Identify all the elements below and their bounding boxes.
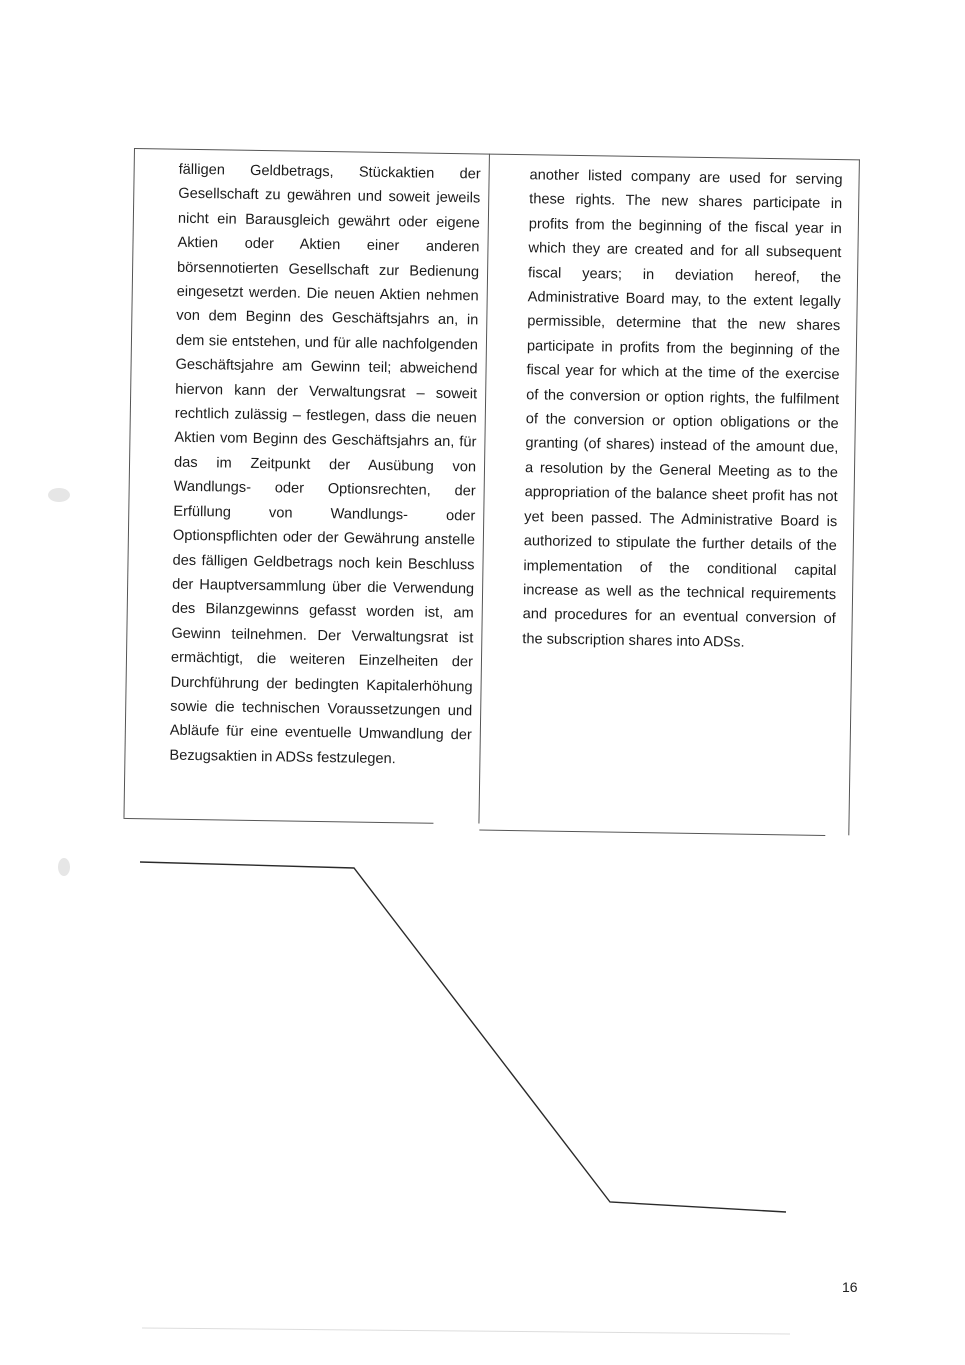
bilingual-table bbox=[123, 148, 860, 835]
german-column bbox=[123, 148, 489, 824]
footer-faint-rule bbox=[142, 1328, 790, 1334]
page-number: 16 bbox=[842, 1279, 858, 1295]
scan-smudge bbox=[48, 488, 70, 502]
scan-smudge bbox=[58, 858, 70, 876]
english-paragraph: another listed company are used for serving these rights. The new shares participate in profits from the beginning of the fiscal year in which they are created and for all subsequent fiscal years; in deviation hereof, the Administrative Board may, to the extent legally permissible, determine that the new shares participate in profits from the beginning of the fiscal year for which at the time of the exercise of the conversion or option rights, the fulfilment of the conversion or option obligations or the granting (of shares) instead of the amount due, a resolution by the General Meeting as to the appropriation of the balance sheet profit has not yet been passed. The Administrative Board is authorized to stipulate the further details of the implementation of the conditional capital increase as well as the technical requirements and procedures for an eventual conversion of the subscription shares into ADSs. bbox=[522, 167, 843, 651]
cancellation-stroke bbox=[140, 862, 786, 1212]
german-paragraph: fälligen Geldbetrags, Stückaktien der Gesellschaft zu gewähren und soweit jeweils nicht ein Barausgleich gewährt oder eigene Aktien oder Aktien einer anderen börsennotierten Gesellschaft zur Bedienung eingesetzt werden. Die neuen Aktien nehmen von dem Beginn des Geschäftsjahrs an, in dem sie entstehen, und für alle nachfolgenden Geschäftsjahre am Gewinn teil; abweichend hiervon kann der Verwaltungsrat – soweit rechtlich zulässig – festlegen, dass die neuen Aktien vom Beginn des Geschäftsjahrs an, für das im Zeitpunkt der Ausübung von Wandlungs- oder Optionsrechten, der Erfüllung von Wandlungs- oder Optionspflichten oder der Gewährung anstelle des fälligen Geldbetrags noch kein Beschluss der Hauptversammlung über die Verwendung des Bilanzgewinns gefasst worden ist, am Gewinn teilnehmen. Der Verwaltungsrat ist ermächtigt, die weiteren Einzelheiten der Durchführung der bedingten Kapitalerhöhung sowie die technischen Voraussetzungen und Abläufe für eine eventuelle Umwandlung der Bezugsaktien in ADSs festzulegen. bbox=[169, 161, 481, 767]
english-column bbox=[479, 154, 860, 836]
